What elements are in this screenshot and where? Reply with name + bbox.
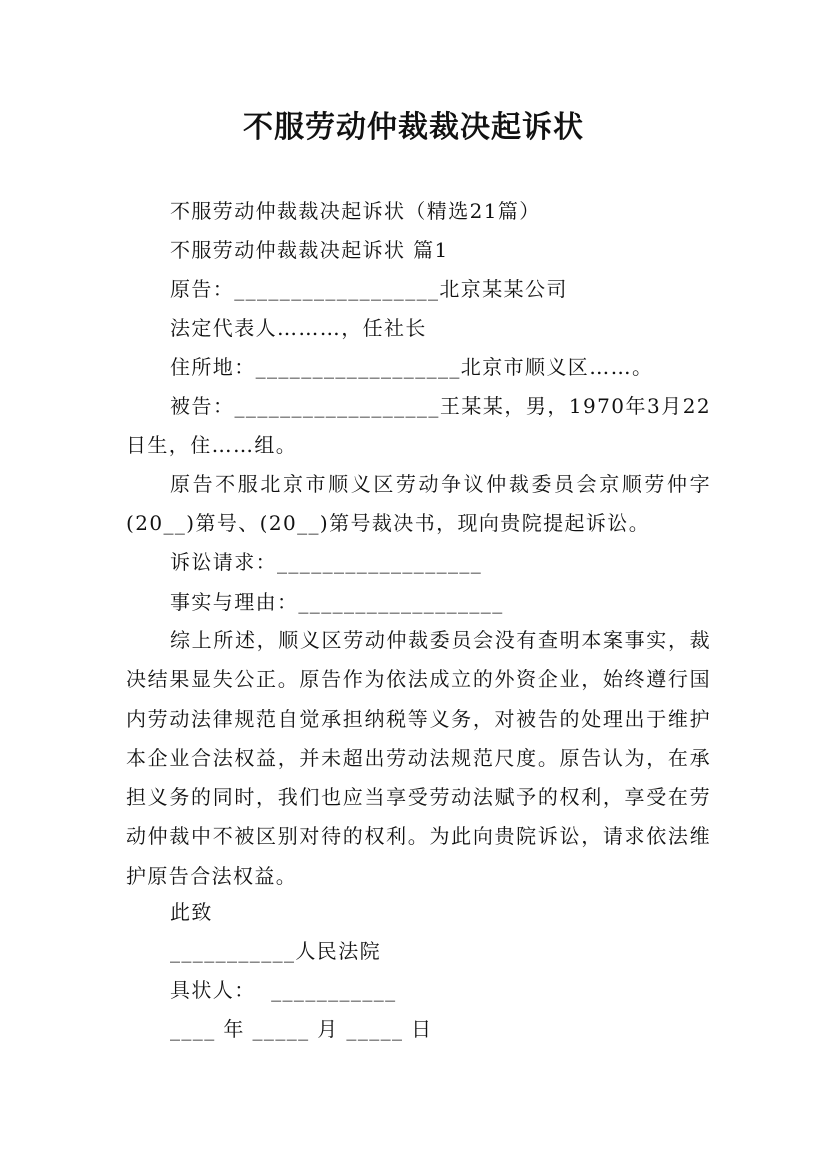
conclusion-paragraph: 综上所述，顺义区劳动仲裁委员会没有查明本案事实，裁决结果显失公正。原告作为依法成立的外资企业，始终遵行国内劳动法律规范自觉承担纳税等义务，对被告的处理出于维护本企业合法权益，并未超出劳动法规范尺度。原告认为，在承担义务的同时，我们也应当享受劳动法赋予的权利，享受在劳动仲裁中不被区别对待的权利。为此向贵院诉讼，请求依法维护原告合法权益。 [126,628,711,888]
document-subtitle: 不服劳动仲裁裁决起诉状（精选21篇） [170,199,541,223]
article-heading: 不服劳动仲裁裁决起诉状 篇1 [170,238,449,262]
legal-representative-line: 法定代表人………，任社长 [170,316,427,340]
court-line: ___________人民法院 [170,939,381,963]
defendant-paragraph: 被告：__________________王某某，男，1970年3月22日生，住……组。 [126,394,711,458]
date-line: ____ 年 _____ 月 _____ 日 [170,1017,433,1041]
claims-line: 诉讼请求：__________________ [170,550,483,574]
filer-line: 具状人： ___________ [170,978,397,1002]
address-line: 住所地：__________________北京市顺义区……。 [170,355,654,379]
facts-line: 事实与理由：__________________ [170,590,504,614]
salutation: 此致 [170,900,213,924]
plaintiff-line: 原告：__________________北京某某公司 [170,277,568,301]
document-title: 不服劳动仲裁裁决起诉状 [243,110,584,145]
statement-paragraph: 原告不服北京市顺义区劳动争议仲裁委员会京顺劳仲字(20__)第号、(20__)第号裁决书，现向贵院提起诉讼。 [126,472,711,536]
